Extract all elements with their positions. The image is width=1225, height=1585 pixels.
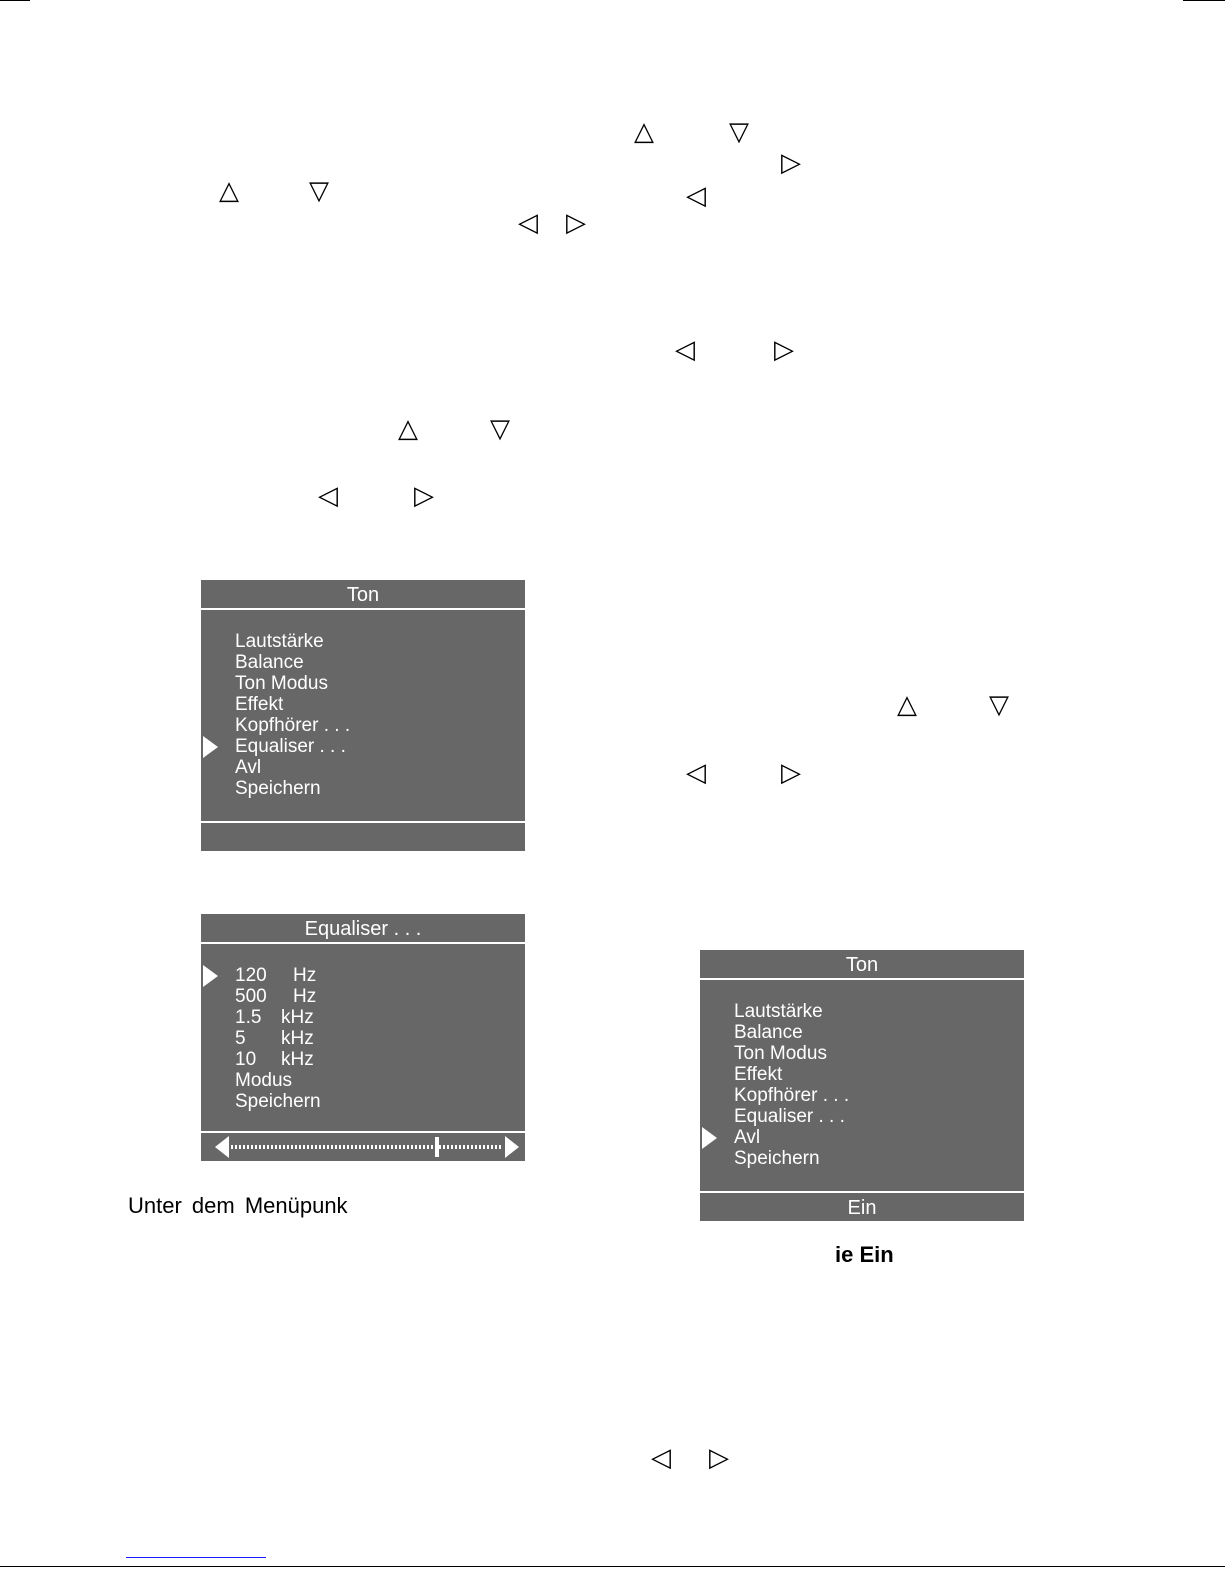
osd-equaliser-menu	[201, 914, 525, 1161]
selection-pointer-icon	[203, 736, 218, 758]
menu-item-kopfhoerer[interactable]: Kopfhörer . . .	[734, 1085, 850, 1106]
body-text-menu-point: Unter dem Menüpunk	[128, 1193, 348, 1218]
left-arrow-icon: ◁	[651, 1443, 671, 1473]
footer-link-underline[interactable]	[126, 1557, 266, 1558]
right-arrow-icon: ▷	[414, 481, 434, 511]
menu-item-balance[interactable]: Balance	[235, 652, 304, 673]
menu-item-speichern[interactable]: Speichern	[734, 1148, 820, 1169]
right-arrow-icon: ▷	[566, 208, 586, 238]
menu-item-label: Avl	[734, 1127, 761, 1148]
menu-item-ton-modus[interactable]: Ton Modus	[235, 673, 328, 694]
selection-pointer-icon	[203, 965, 218, 987]
menu-item-effekt[interactable]: Effekt	[235, 694, 284, 715]
band-5khz[interactable]	[201, 1028, 525, 1049]
osd-title: Ton	[201, 580, 525, 610]
right-arrow-icon: ▷	[774, 335, 794, 365]
slider-right-arrow-icon[interactable]	[505, 1136, 519, 1158]
menu-item-lautstaerke[interactable]: Lautstärke	[734, 1001, 823, 1022]
menu-item-label: Equaliser . . .	[235, 736, 346, 757]
band-unit: Hz	[293, 986, 317, 1007]
menu-item-avl[interactable]: Avl	[235, 757, 262, 778]
menu-item-balance[interactable]: Balance	[734, 1022, 803, 1043]
right-arrow-icon: ▷	[781, 148, 801, 178]
down-arrow-icon: ▽	[309, 176, 329, 206]
band-unit: kHz	[281, 1028, 314, 1049]
crop-mark-left	[0, 0, 30, 1]
page-bottom-rule	[0, 1566, 1225, 1567]
menu-item-avl[interactable]	[700, 1127, 1024, 1148]
band-frequency: 10	[235, 1049, 257, 1070]
band-10khz[interactable]	[201, 1049, 525, 1070]
slider-track[interactable]	[231, 1145, 503, 1149]
up-arrow-icon: △	[897, 690, 917, 720]
band-frequency: 1.5	[235, 1007, 262, 1028]
up-arrow-icon: △	[219, 176, 239, 206]
band-1-5khz[interactable]	[201, 1007, 525, 1028]
crop-mark-right	[1183, 0, 1225, 1]
menu-item-ton-modus[interactable]: Ton Modus	[734, 1043, 827, 1064]
osd-title: Equaliser . . .	[201, 914, 525, 944]
band-unit: kHz	[281, 1049, 314, 1070]
selection-pointer-icon	[702, 1127, 717, 1149]
down-arrow-icon: ▽	[729, 117, 749, 147]
band-500hz[interactable]	[201, 986, 525, 1007]
slider-left-arrow-icon[interactable]	[215, 1136, 229, 1158]
slider-thumb[interactable]	[435, 1137, 439, 1157]
osd-status-bar	[201, 821, 525, 851]
left-arrow-icon: ◁	[518, 208, 538, 238]
menu-item-kopfhoerer[interactable]: Kopfhörer . . .	[235, 715, 351, 736]
menu-item-effekt[interactable]: Effekt	[734, 1064, 783, 1085]
left-arrow-icon: ◁	[686, 758, 706, 788]
menu-item-modus[interactable]: Modus	[235, 1070, 293, 1091]
up-arrow-icon: △	[634, 117, 654, 147]
band-unit: Hz	[293, 965, 317, 986]
band-frequency: 120	[235, 965, 267, 986]
osd-ton-menu	[201, 580, 525, 851]
band-frequency: 500	[235, 986, 267, 1007]
osd-menu-list	[201, 965, 525, 1112]
menu-item-speichern[interactable]: Speichern	[235, 1091, 321, 1112]
down-arrow-icon: ▽	[989, 690, 1009, 720]
menu-item-equaliser[interactable]	[201, 736, 525, 757]
right-arrow-icon: ▷	[781, 758, 801, 788]
band-unit: kHz	[281, 1007, 314, 1028]
left-arrow-icon: ◁	[686, 181, 706, 211]
osd-ton-menu-avl	[700, 950, 1024, 1221]
menu-item-equaliser[interactable]: Equaliser . . .	[734, 1106, 845, 1127]
up-arrow-icon: △	[398, 414, 418, 444]
osd-status-bar: Ein	[700, 1191, 1024, 1221]
right-arrow-icon: ▷	[709, 1443, 729, 1473]
osd-menu-list	[201, 631, 525, 799]
left-arrow-icon: ◁	[675, 335, 695, 365]
caption-bold-text: ie Ein	[835, 1242, 894, 1267]
band-120hz[interactable]	[201, 965, 525, 986]
down-arrow-icon: ▽	[490, 414, 510, 444]
menu-item-lautstaerke[interactable]: Lautstärke	[235, 631, 324, 652]
osd-title: Ton	[700, 950, 1024, 980]
left-arrow-icon: ◁	[318, 481, 338, 511]
equaliser-slider[interactable]	[201, 1131, 525, 1161]
menu-item-speichern[interactable]: Speichern	[235, 778, 321, 799]
osd-menu-list	[700, 1001, 1024, 1169]
band-frequency: 5	[235, 1028, 246, 1049]
